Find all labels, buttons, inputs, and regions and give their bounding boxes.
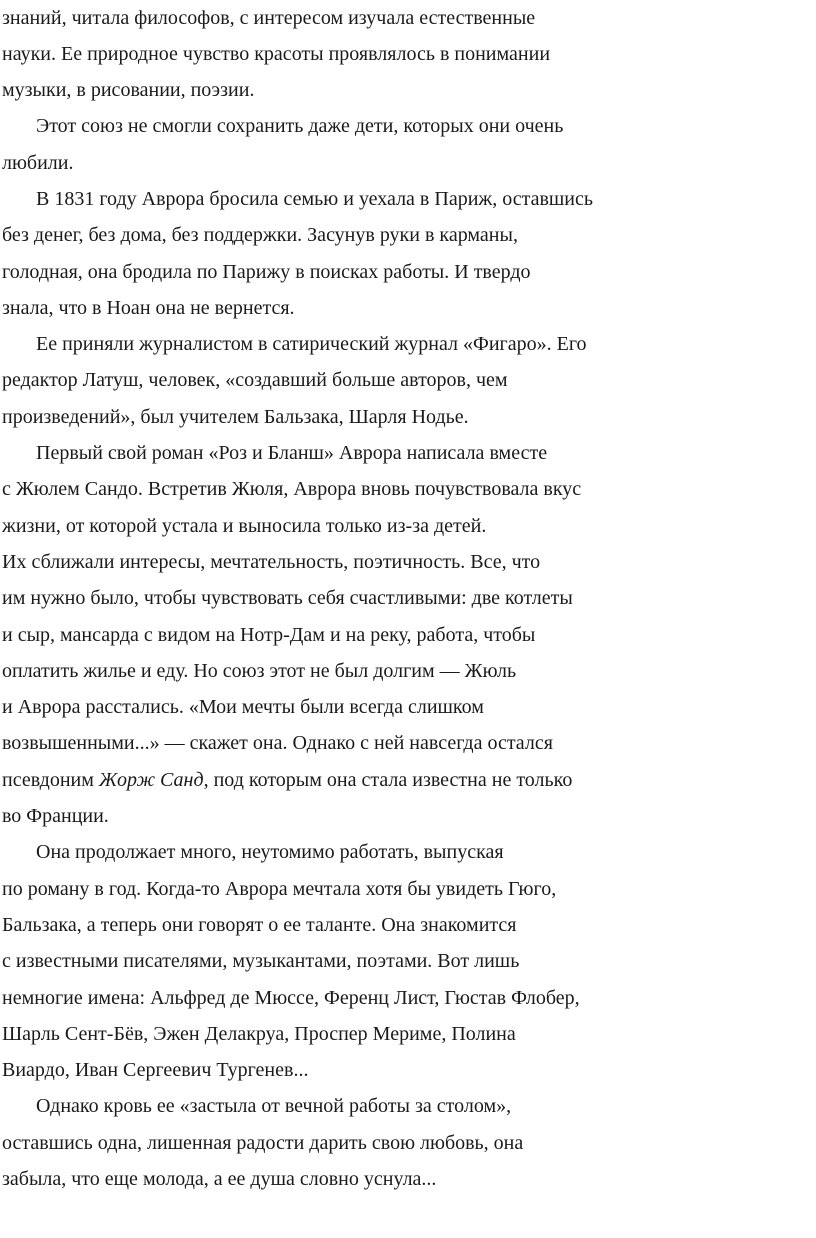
text-line-3: музыки, в рисовании, поэзии. bbox=[2, 79, 255, 102]
text-line-4: Этот союз не смогли сохранить даже дети, которых они очень bbox=[36, 115, 564, 138]
text-line-22-after: , под которым она стала известна не только bbox=[203, 768, 573, 791]
text-line-25: по роману в год. Когда-то Аврора мечтала хотя бы увидеть Гюго, bbox=[2, 877, 557, 900]
text-line-13: Первый свой роман «Роз и Бланш» Аврора написала вместе bbox=[36, 442, 548, 465]
text-line-12: произведений», был учителем Бальзака, Шарля Нодье. bbox=[2, 405, 469, 428]
text-line-16: Их сближали интересы, мечтательность, поэтичность. Все, что bbox=[2, 550, 541, 573]
text-line-29: Шарль Сент-Бёв, Эжен Делакруа, Проспер Мериме, Полина bbox=[2, 1022, 516, 1045]
text-line-15: жизни, от которой устала и выносила только из-за детей. bbox=[2, 514, 487, 537]
text-line-8: голодная, она бродила по Парижу в поисках работы. И твердо bbox=[2, 260, 531, 283]
text-line-21: возвышенными...» — скажет она. Однако с ней навсегда остался bbox=[2, 732, 553, 755]
text-line-27: с известными писателями, музыкантами, поэтами. Вот лишь bbox=[2, 950, 520, 973]
text-line-23: во Франции. bbox=[2, 805, 109, 828]
text-line-24: Она продолжает много, неутомимо работать, выпуская bbox=[36, 841, 504, 864]
text-line-18: и сыр, мансарда с видом на Нотр-Дам и на реку, работа, чтобы bbox=[2, 623, 536, 646]
text-line-2: науки. Ее природное чувство красоты проявлялось в понимании bbox=[2, 42, 551, 65]
text-line-6: В 1831 году Аврора бросила семью и уехала в Париж, оставшись bbox=[36, 187, 594, 210]
text-line-32: оставшись одна, лишенная радости дарить свою любовь, она bbox=[2, 1131, 524, 1154]
text-line-26: Бальзака, а теперь они говорят о ее таланте. Она знакомится bbox=[2, 913, 517, 936]
text-line-31: Однако кровь ее «застыла от вечной работы за столом», bbox=[36, 1095, 512, 1118]
text-line-5: любили. bbox=[2, 151, 74, 174]
text-line-20: и Аврора расстались. «Мои мечты были всегда слишком bbox=[2, 696, 484, 719]
text-line-1: знаний, читала философов, с интересом изучала естественные bbox=[2, 6, 536, 29]
text-line-9: знала, что в Ноан она не вернется. bbox=[2, 296, 295, 319]
text-body bbox=[2, 0, 816, 1197]
text-line-14: с Жюлем Сандо. Встретив Жюля, Аврора вновь почувствовала вкус bbox=[2, 478, 582, 501]
text-line-33: забыла, что еще молода, а ее душа словно уснула... bbox=[2, 1168, 437, 1190]
text-line-28: немногие имена: Альфред де Мюссе, Ференц Лист, Гюстав Флобер, bbox=[2, 986, 580, 1009]
text-line-11: редактор Латуш, человек, «создавший больше авторов, чем bbox=[2, 369, 508, 392]
text-line-19: оплатить жилье и еду. Но союз этот не был долгим — Жюль bbox=[2, 659, 517, 682]
pseudonym-italic: Жорж Санд bbox=[98, 768, 204, 791]
text-line-10: Ее приняли журналистом в сатирический журнал «Фигаро». Его bbox=[36, 333, 587, 356]
text-line-22-before: псевдоним bbox=[2, 768, 99, 791]
text-line-7: без денег, без дома, без поддержки. Засунув руки в карманы, bbox=[2, 224, 518, 247]
text-line-30: Виардо, Иван Сергеевич Тургенев... bbox=[2, 1059, 309, 1082]
text-line-17: им нужно было, чтобы чувствовать себя счастливыми: две котлеты bbox=[2, 587, 573, 610]
text-line-22 bbox=[2, 762, 816, 798]
